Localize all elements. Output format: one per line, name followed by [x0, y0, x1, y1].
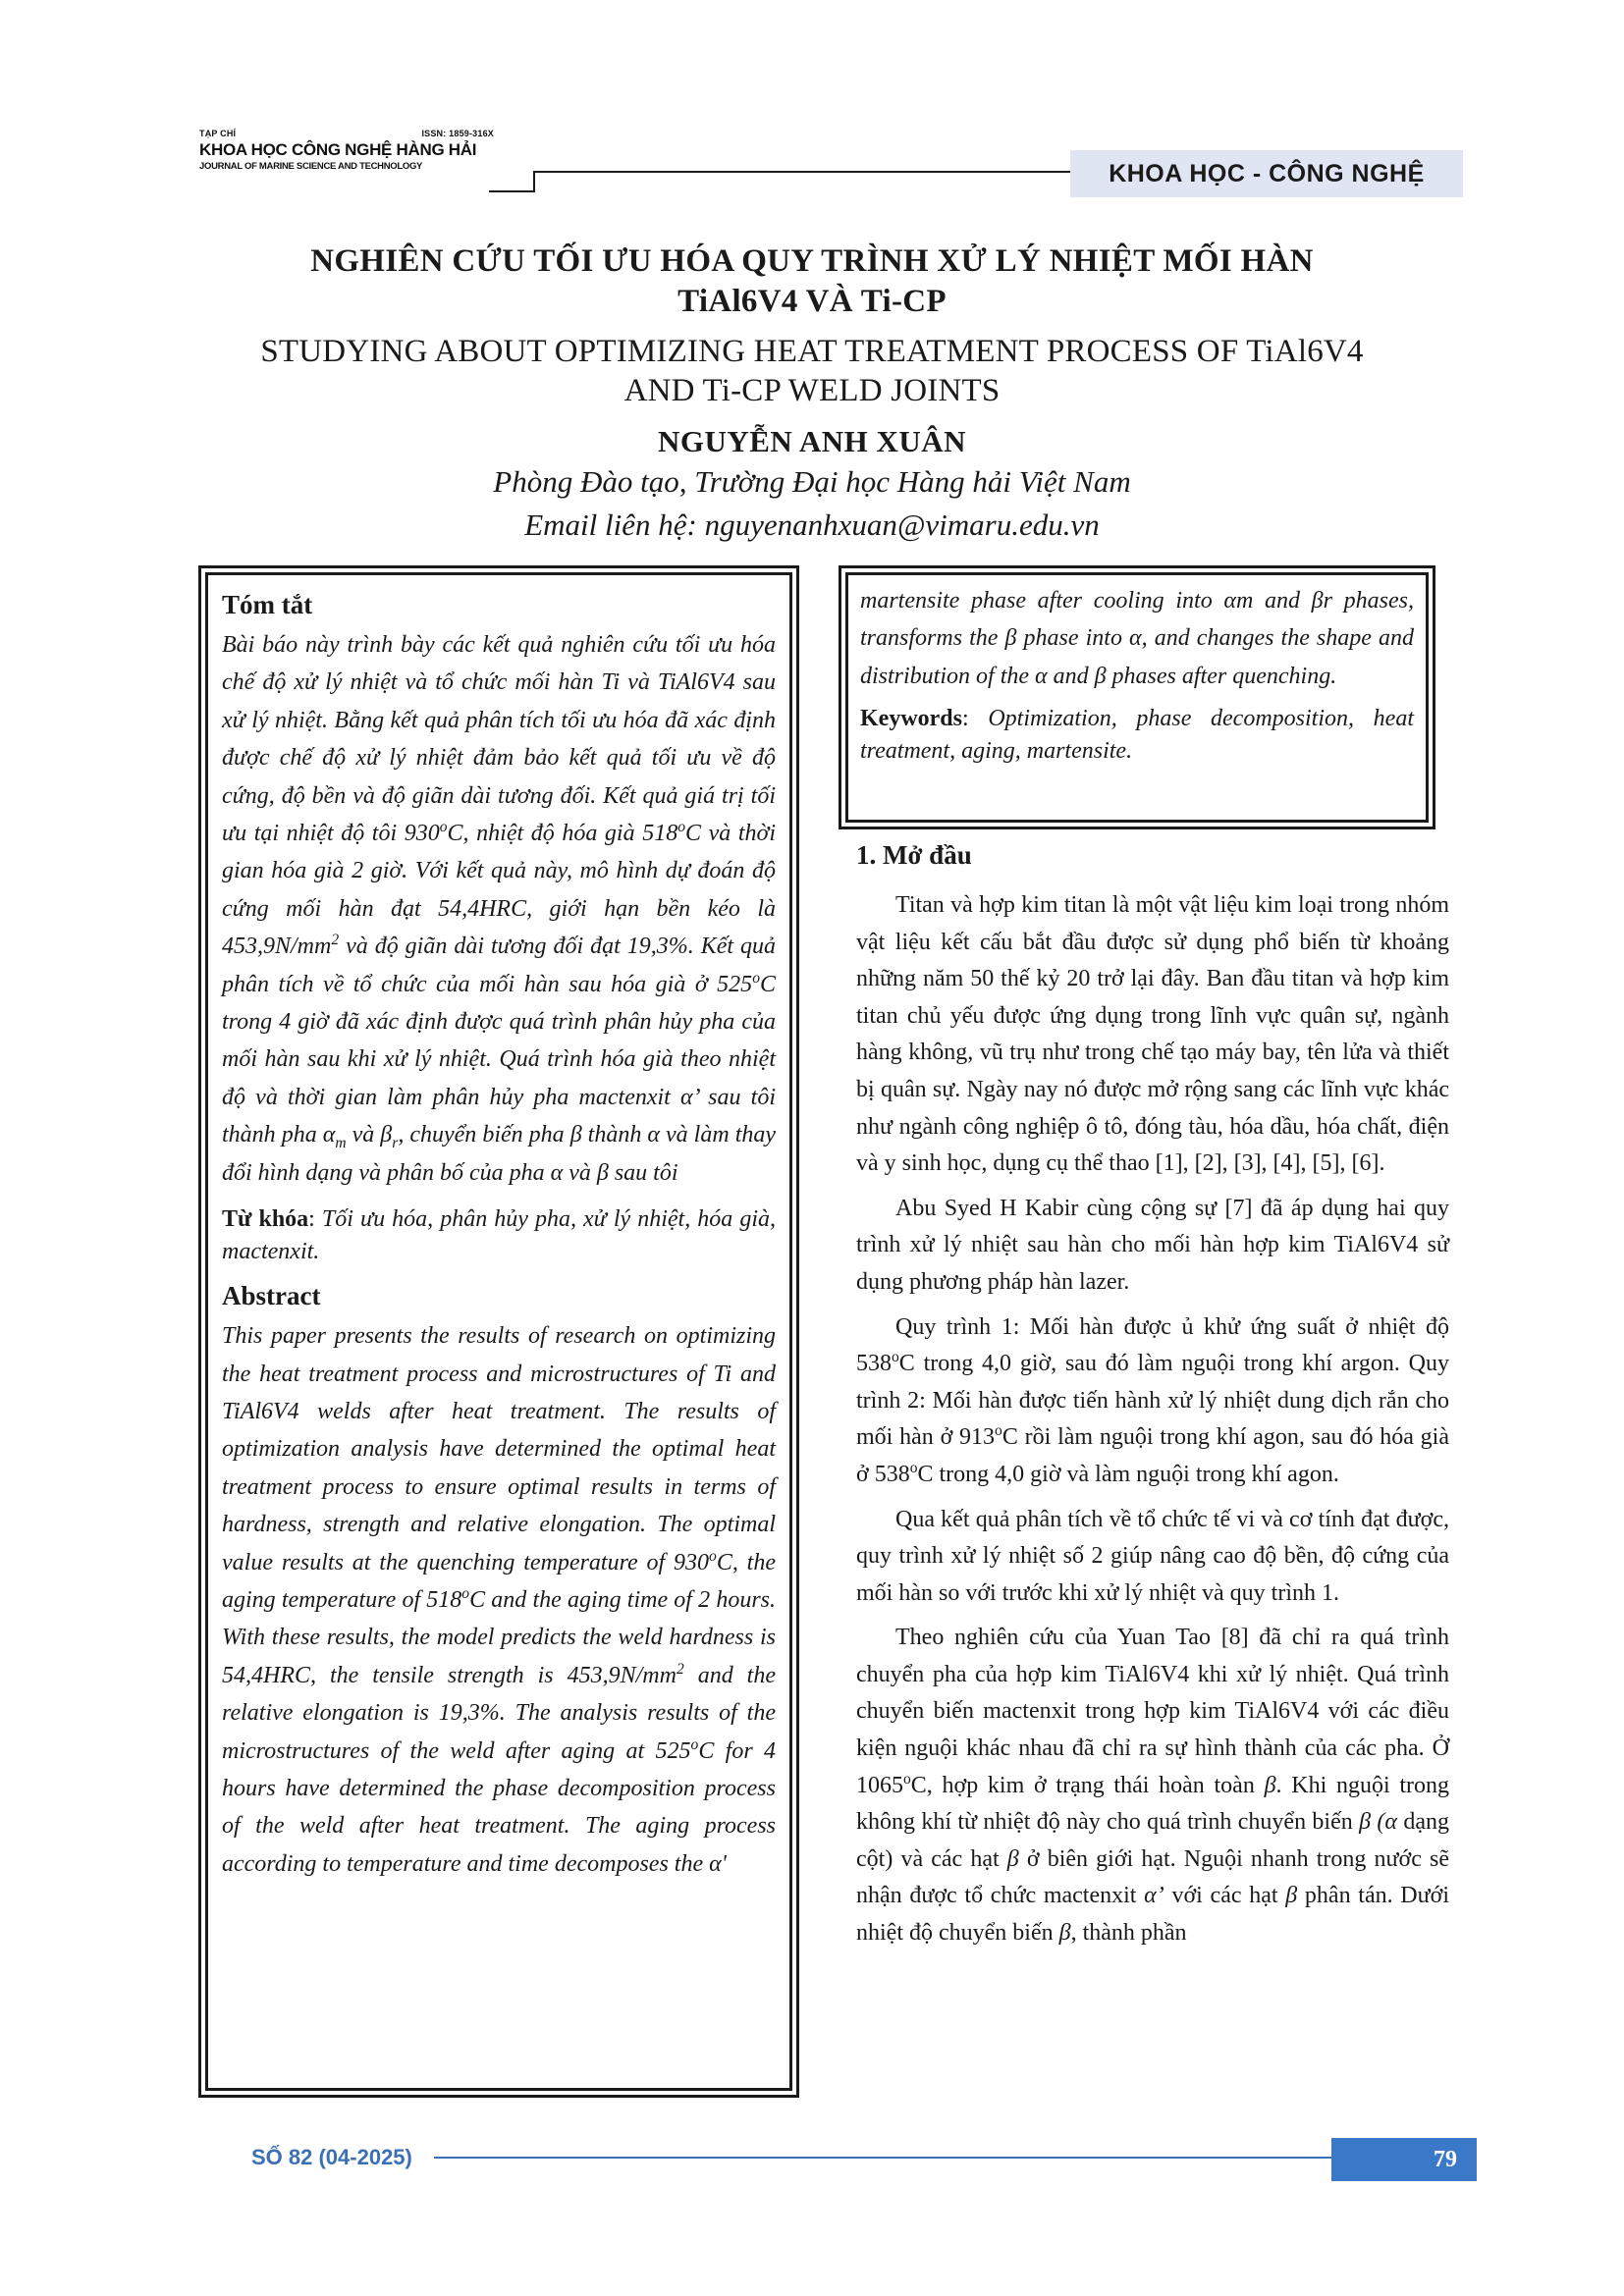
author-email: Email liên hệ: nguyenanhxuan@vimaru.edu.vn — [524, 507, 1100, 542]
abstract-vi-text: Bài báo này trình bày các kết quả nghiên cứu tối ưu hóa chế độ xử lý nhiệt và tổ chức mối hàn Ti và TiAl6V4 sau xử lý nhiệt. Bằng kết quả phân tích tối ưu hóa đã xác định được chế độ xử lý nhiệt đảm bảo kết quả tối ưu về độ cứng, độ bền và độ giãn dài tương đối. Kết quả giá trị tối ưu tại nhiệt độ tôi 930$^o$C, nhiệt độ hóa già 518$^o$C và thời gian hóa già 2 giờ. Với kết quả này, mô hình dự đoán độ cứng mối hàn đạt 54,4HRC, giới hạn bền kéo là $453,9N/mm^2$ và độ giãn dài tương đối đạt 19,3%. Kết quả phân tích về tổ chức của mối hàn sau hóa già ở 525$^o$C trong 4 giờ đã xác định được quá trình phân hủy pha của mối hàn sau khi xử lý nhiệt. Quá trình hóa già theo nhiệt độ và thời gian làm phân hủy pha mactenxit α’ sau tôi thành pha $\alpha_m$ và $\beta_r$, chuyển biến pha β thành α và làm thay đổi hình dạng và phân bố của pha α và β sau tôi — [222, 632, 777, 1186]
header-rule-tick — [533, 171, 535, 192]
page-number: 79 — [1331, 2138, 1477, 2181]
title-en-line1: STUDYING ABOUT OPTIMIZING HEAT TREATMENT PROCESS OF TiAl6V4 — [260, 334, 1364, 369]
section-tag: KHOA HỌC - CÔNG NGHỆ — [1070, 150, 1463, 197]
journal-issn: ISSN: 1859-316X — [421, 129, 494, 138]
abstract-en-heading: Abstract — [222, 1281, 321, 1311]
title-english — [177, 332, 1447, 410]
intro-paragraph-3: Quy trình 1: Mối hàn được ủ khử ứng suất ở nhiệt độ 538$^o$C trong 4,0 giờ, sau đó làm nguội trong khí argon. Quy trình 2: Mối hàn được tiến hành xử lý nhiệt dung dịch rắn cho mối hàn ở 913$^o$C rồi làm nguội trong khí agon, sau đó hóa già ở 538$^o$C trong 4,0 giờ và làm nguội trong khí agon. — [856, 1313, 1449, 1487]
journal-label: TẠP CHÍ — [199, 129, 237, 138]
title-vi-line2: TiAl6V4 VÀ Ti-CP — [677, 284, 947, 319]
keywords-vi: Từ khóa: Tối ưu hóa, phân hủy pha, xử lý nhiệt, hóa già, mactenxit. — [222, 1206, 776, 1265]
abstract-vi-heading: Tóm tắt — [222, 590, 313, 619]
intro-paragraph-2: Abu Syed H Kabir cùng cộng sự [7] đã áp dụng hai quy trình xử lý nhiệt sau hàn cho mối hàn hợp kim TiAl6V4 sử dụng phương pháp hàn lazer. — [856, 1195, 1449, 1295]
title-vi-line1: NGHIÊN CỨU TỐI ƯU HÓA QUY TRÌNH XỬ LÝ NHIỆT MỐI HÀN — [310, 243, 1314, 279]
keywords-en: Keywords: Optimization, phase decomposition, heat treatment, aging, martensite. — [860, 706, 1414, 765]
abstract-en-text: This paper presents the results of research on optimizing the heat treatment process and microstructures of Ti and TiAl6V4 welds after heat treatment. The results of optimization analysis have determined the optimal heat treatment process to ensure optimal results in terms of hardness, strength and relative elongation. The optimal value results at the quenching temperature of 930$^o$C, the aging temperature of 518$^o$C and the aging time of 2 hours. With these results, the model predicts the weld hardness is 54,4HRC, the tensile strength is $453,9N/mm^2$ and the relative elongation is 19,3%. The analysis results of the microstructures of the weld after aging at 525$^o$C for 4 hours have determined the phase decomposition process of the weld after heat treatment. The aging process according to temperature and time decomposes the α' — [222, 1323, 777, 1877]
author-name: NGUYỄN ANH XUÂN — [657, 424, 967, 458]
footer-rule — [434, 2157, 1331, 2159]
journal-masthead — [199, 129, 523, 172]
intro-paragraph-1: Titan và hợp kim titan là một vật liệu kim loại trong nhóm vật liệu kết cấu bắt đầu được sử dụng phổ biến từ khoảng những năm 50 thế kỷ 20 trở lại đây. Ban đầu titan và hợp kim titan chủ yếu được ứng dụng trong lĩnh vực quân sự, ngành hàng không, vũ trụ như trong chế tạo máy bay, tên lửa và thiết bị quân sự. Ngày nay nó được mở rộng sang các lĩnh vực khác như ngành công nghiệp ô tô, đóng tàu, hóa dầu, hóa chất, điện và y sinh học, dụng cụ thể thao [1], [2], [3], [4], [5], [6]. — [856, 892, 1449, 1177]
abstract-continuation-box — [839, 565, 1435, 829]
title-en-line2: AND Ti-CP WELD JOINTS — [623, 373, 1001, 408]
intro-paragraph-5: Theo nghiên cứu của Yuan Tao [8] đã chỉ ra quá trình chuyển pha của hợp kim TiAl6V4 khi xử lý nhiệt. Quá trình chuyển biến mactenxit trong hợp kim TiAl6V4 với các điều kiện nguội khác nhau đã chỉ ra sự hình thành của các pha. Ở 1065$^o$C, hợp kim ở trạng thái hoàn toàn β. Khi nguội trong không khí từ nhiệt độ này cho quá trình chuyển biến β (α dạng cột) và các hạt β ở biên giới hạt. Nguội nhanh trong nước sẽ nhận được tổ chức mactenxit α’ với các hạt β phân tán. Dưới nhiệt độ chuyển biến β, thành phần — [856, 1625, 1450, 1947]
abstract-box — [198, 565, 799, 2098]
title-vietnamese — [177, 241, 1447, 322]
journal-name: KHOA HỌC CÔNG NGHỆ HÀNG HẢI — [199, 140, 477, 159]
intro-body — [856, 887, 1449, 1960]
header-rule-right — [533, 171, 1070, 173]
abstract-en-continuation: martensite phase after cooling into αm and βr phases, transforms the β phase into α, and changes the shape and distribution of the α and β phases after quenching. — [860, 588, 1414, 689]
author-affiliation: Phòng Đào tạo, Trường Đại học Hàng hải Việt Nam — [493, 464, 1131, 499]
header-rule-left — [489, 190, 533, 192]
journal-name-en: JOURNAL OF MARINE SCIENCE AND TECHNOLOGY — [199, 161, 423, 172]
section-heading-intro: 1. Mở đầu — [856, 840, 972, 870]
issue-number: SỐ 82 (04-2025) — [251, 2145, 412, 2169]
intro-paragraph-4: Qua kết quả phân tích về tổ chức tế vi và cơ tính đạt được, quy trình xử lý nhiệt số 2 giúp nâng cao độ bền, độ cứng của mối hàn so với trước khi xử lý nhiệt và quy trình 1. — [856, 1506, 1449, 1606]
